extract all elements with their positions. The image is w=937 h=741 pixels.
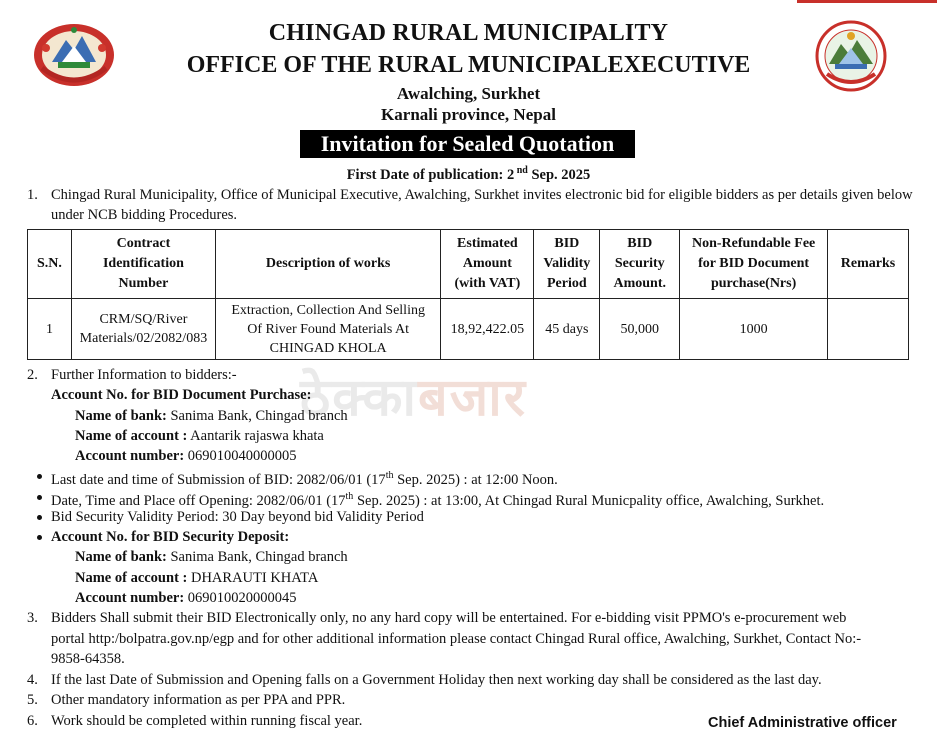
purchase-bank: Name of bank: Sanima Bank, Chingad branch [75, 408, 348, 424]
item-2-number: 2. [27, 367, 38, 383]
item-4-text: If the last Date of Submission and Opening falls on a Government Holiday then next working day shall be considered as the last day. [51, 672, 822, 688]
opening-details: Date, Time and Place off Opening: 2082/06/01 (17th Sep. 2025) : at 13:00, At Chingad Rural Municpality office, Awalching, Surkhet. [51, 491, 825, 509]
security-validity: Bid Security Validity Period: 30 Day beyond bid Validity Period [51, 509, 424, 525]
col-header-fee: Non-Refundable Fee for BID Document purchase(Nrs) [680, 230, 828, 299]
deposit-account-name: Name of account : DHARAUTI KHATA [75, 570, 319, 586]
col-header-description: Description of works [215, 230, 440, 299]
cell-estimated: 18,92,422.05 [441, 299, 534, 360]
item-3-line-3: 9858-64358. [51, 651, 125, 667]
publication-date: First Date of publication: 2 $^{nd}$ Sep. 2025 [346, 165, 591, 183]
bullet-icon [37, 535, 42, 540]
col-header-remarks: Remarks [828, 230, 909, 299]
item-2-title: Further Information to bidders:- [51, 367, 237, 383]
item-5-text: Other mandatory information as per PPA and PPR. [51, 692, 346, 708]
item-1-number: 1. [27, 187, 38, 203]
item-1-line-2: under NCB bidding Procedures. [51, 207, 238, 223]
municipality-name: CHINGAD RURAL MUNICIPALITY [268, 20, 669, 46]
deposit-bank: Name of bank: Sanima Bank, Chingad branch [75, 549, 348, 565]
col-header-estimated: Estimated Amount (with VAT) [441, 230, 534, 299]
col-header-contract: Contract Identification Number [71, 230, 215, 299]
notice-title: Invitation for Sealed Quotation [300, 130, 635, 158]
item-1-line-1: Chingad Rural Municipality, Office of Municipal Executive, Awalching, Surkhet invites electronic bid for eligible bidders as per details given below [51, 187, 913, 203]
bullet-icon [37, 474, 42, 479]
item-3-line-2: portal http:/bolpatra.gov.np/egp and for other additional information please contact Chingad Rural office, Awalching, Surkhet, Contact No:- [51, 631, 862, 647]
submission-deadline: Last date and time of Submission of BID: 2082/06/01 (17th Sep. 2025) : at 12:00 Noon. [51, 470, 558, 488]
cell-sn: 1 [28, 299, 72, 360]
bullet-icon [37, 495, 42, 500]
item-4-number: 4. [27, 672, 38, 688]
cell-security: 50,000 [600, 299, 680, 360]
table-row [28, 299, 909, 360]
cell-contract: CRM/SQ/River Materials/02/2082/083 [71, 299, 215, 360]
col-header-sn: S.N. [28, 230, 72, 299]
purchase-account-heading: Account No. for BID Document Purchase: [51, 387, 312, 403]
item-3-line-1: Bidders Shall submit their BID Electronically only, no any hard copy will be entertained. For e-bidding visit PPMO's e-procurement web [51, 610, 847, 626]
deposit-account-number: Account number: 069010020000045 [75, 590, 297, 606]
table-header-row [28, 230, 909, 299]
item-3-number: 3. [27, 610, 38, 626]
item-6-text: Work should be completed within running fiscal year. [51, 713, 363, 729]
deposit-account-heading: Account No. for BID Security Deposit: [51, 529, 290, 545]
bid-table [27, 229, 909, 360]
cell-validity: 45 days [534, 299, 600, 360]
cell-fee: 1000 [680, 299, 828, 360]
purchase-account-number: Account number: 069010040000005 [75, 448, 297, 464]
cell-description: Extraction, Collection And Selling Of River Found Materials At CHINGAD KHOLA [215, 299, 440, 360]
cell-remarks [828, 299, 909, 360]
office-name: OFFICE OF THE RURAL MUNICIPALEXECUTIVE [186, 52, 751, 78]
item-5-number: 5. [27, 692, 38, 708]
item-6-number: 6. [27, 713, 38, 729]
office-address: Awalching, Surkhet [396, 84, 541, 103]
signature-title: Chief Administrative officer [708, 715, 897, 731]
col-header-security: BID Security Amount. [600, 230, 680, 299]
purchase-account-name: Name of account : Aantarik rajaswa khata [75, 428, 324, 444]
bullet-icon [37, 515, 42, 520]
col-header-validity: BID Validity Period [534, 230, 600, 299]
watermark: ठेक्काबजार [300, 368, 527, 428]
office-province: Karnali province, Nepal [381, 105, 556, 124]
top-rule [0, 0, 937, 6]
